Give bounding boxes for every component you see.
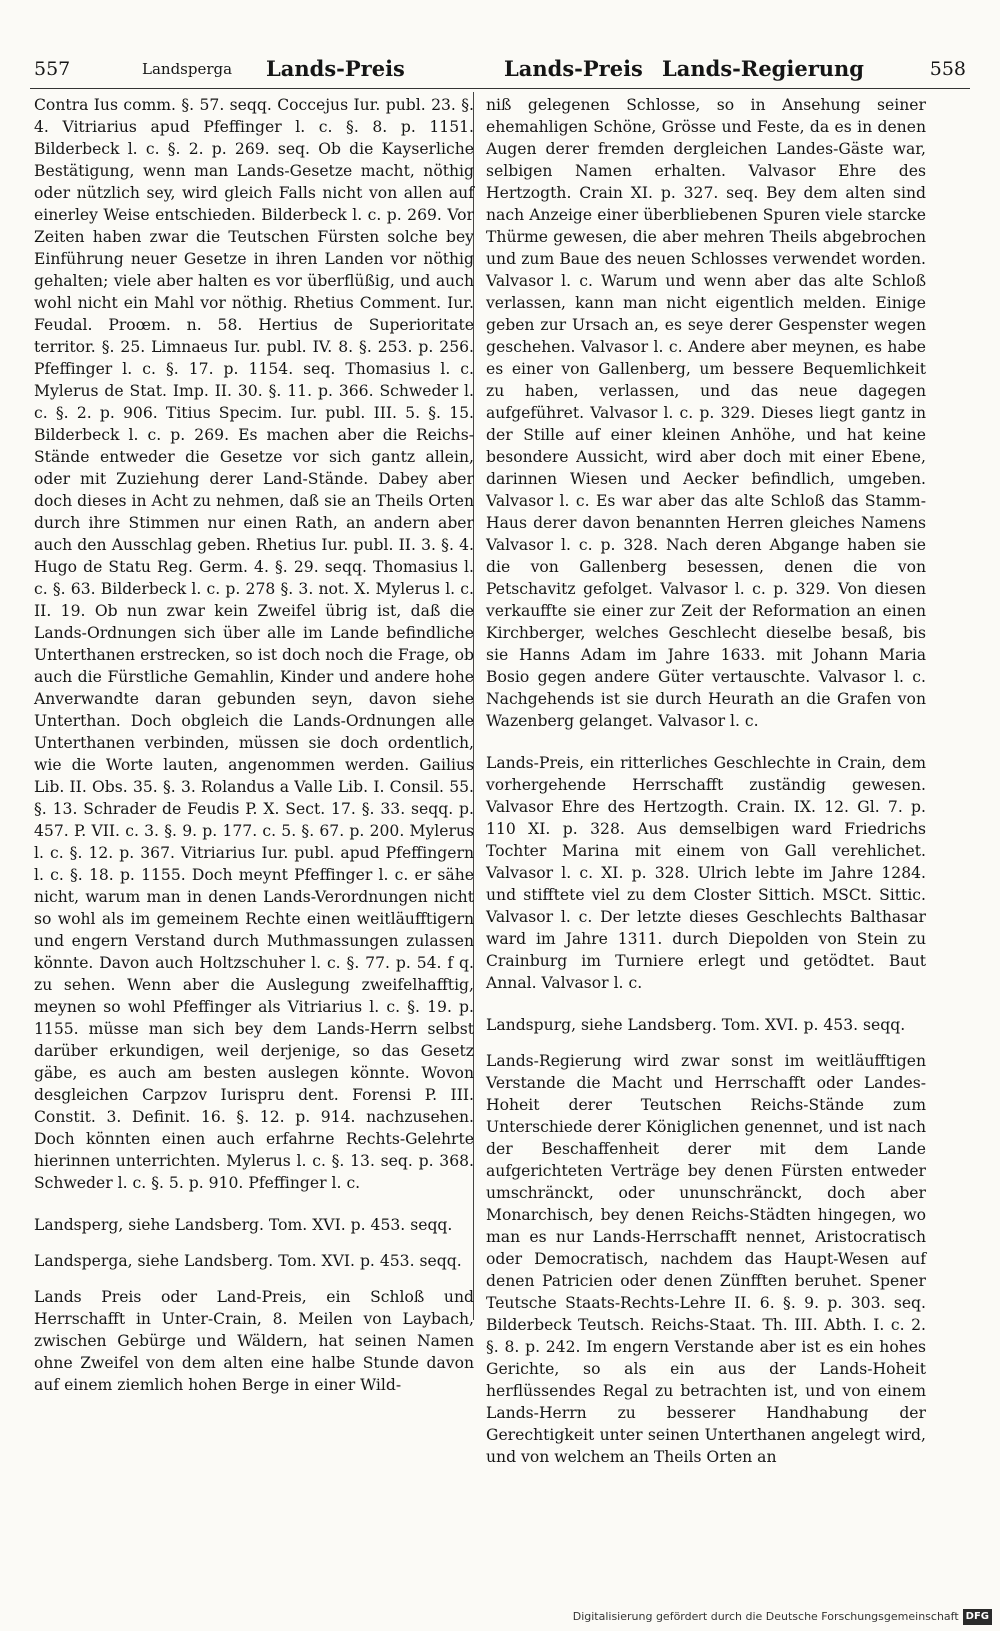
paragraph-lands-ordnung-continued: Contra Ius comm. §. 57. seqq. Coccejus Iur. publ. 23. §. 4. Vitriarius apud Pfeffinger l. c. §. 8. p. 1151. Bilderbeck l. c. §. 2. p. 269. seq. Ob die Kayserliche Bestätigung, wenn man Lands-Gesetze macht, nöthig oder nützlich sey, wird gleich Falls nicht von allen auf einerley Weise entschieden. Bilderbeck l. c. p. 269. Vor Zeiten haben zwar die Teutschen Fürsten solche bey Einführung neuer Gesetze in ihren Landen vor nöthig gehalten; viele aber halten es vor überflüßig, und auch wohl nicht ein Mahl vor nöthig. Rhetius Comment. Iur. Feudal. Proœm. n. 58. Hertius de Superioritate territor. §. 25. Limnaeus Iur. publ. IV. 8. §. 253. p. 256. Pfeffinger l. c. §. 17. p. 1154. seq. Thomasius l. c. Mylerus de Stat. Imp. II. 30. §. 11. p. 366. Schweder l. c. §. 2. p. 906. Titius Specim. Iur. publ. III. 5. §. 15. Bilderbeck l. c. p. 269. Es machen aber die Reichs-Stände entweder die Gesetze vor sich gantz allein, oder mit Zuziehung derer Land-Stände. Dabey aber doch dieses in Acht zu nehmen, daß sie an Theils Orten durch ihre Stimmen nur einen Rath, an andern aber auch den Ausschlag geben. Rhetius Iur. publ. II. 3. §. 4. Hugo de Statu Reg. Germ. 4. §. 29. seqq. Thomasius l. c. §. 63. Bilderbeck l. c. p. 278 §. 3. not. X. Mylerus l. c. II. 19. Ob nun zwar kein Zweifel übrig ist, daß die Lands-Ordnungen sich über alle im Lande befindliche Unterthanen erstrecken, so ist doch noch die Frage, ob auch die Fürstliche Gemahlin, Kinder und andere hohe Anverwandte daran gebunden seyn, davon siehe Unterthan. Doch obgleich die Lands-Ordnungen alle Unterthanen verbinden, müssen sie doch ordentlich, wie die Worte lauten, angenommen werden. Gailius Lib. II. Obs. 35. §. 3. Rolandus a Valle Lib. I. Consil. 55. §. 13. Schrader de Feudis P. X. Sect. 17. §. 33. seqq. p. 457. P. VII. c. 3. §. 9. p. 177. c. 5. §. 67. p. 200. Mylerus l. c. §. 12. p. 367. Vitriarius Iur. publ. apud Pfeffingern l. c. §. 18. p. 1155. Doch meynt Pfeffinger l. c. er sähe nicht, warum man in denen Lands-Verordnungen nicht so wohl als im gemeinem Rechte einen weitläufftigern und engern Verstand durch Muthmassungen zulassen könnte. Davon auch Holtzschuher l. c. §. 77. p. 54. f q. zu sehen. Wenn aber die Auslegung zweifelhafftig, meynen so wohl Pfeffinger als Vitriarius l. c. §. 19. p. 1155. müsse man sich bey dem Lands-Herrn selbst darüber erkundigen, weil derjenige, so das Gesetz gäbe, es auch am besten auslegen könnte. Wovon desgleichen Carpzov Iurispru dent. Forensi P. III. Constit. 3. Definit. 16. §. 12. p. 914. nachzusehen. Doch könnten einen auch erfahrne Rechts-Gelehrte hierinnen unterrichten. Mylerus l. c. §. 13. seq. p. 368. Schweder l. c. §. 5. p. 910. Pfeffinger l. c. xyxy=(34,96,474,1192)
right-column xyxy=(486,94,926,1468)
entry-landspurg: Landspurg, siehe Landsberg. Tom. XVI. p. 453. seqq. xyxy=(486,1016,906,1034)
entry-landsperga: Landsperga, siehe Landsberg. Tom. XVI. p. 453. seqq. xyxy=(34,1252,462,1270)
dfg-logo: DFG xyxy=(963,1609,992,1625)
entry-lands-preis-schloss: Lands Preis oder Land-Preis, ein Schloß und Herrschafft in Unter-Crain, 8. Meilen von Laybach, zwischen Gebürge und Wäldern, hat seinen Namen ohne Zweifel von dem alten eine halbe Stunde davon auf einem ziemlich hohen Berge in einer Wild- xyxy=(34,1288,474,1394)
headword-right-last: Lands-Regierung xyxy=(662,56,864,81)
running-header xyxy=(30,50,970,90)
headword-right-first: Lands-Preis xyxy=(504,56,643,81)
page-number-left: 557 xyxy=(34,58,71,80)
funding-note: Digitalisierung gefördert durch die Deutsche Forschungsgemeinschaft xyxy=(572,1610,959,1623)
entry-lands-preis-geschlecht: Lands-Preis, ein ritterliches Geschlechte in Crain, dem vorhergehende Herrschafft zuständig gewesen. Valvasor Ehre des Hertzogth. Crain. IX. 12. Gl. 7. p. 110 XI. p. 328. Aus demselbigen ward Friedrichs Tochter Marina mit einem von Gall verehlichet. Valvasor l. c. XI. p. 328. Ulrich lebte im Jahre 1284. und stifftete viel zu dem Closter Sittich. MSCt. Sittic. Valvasor l. c. Der letzte dieses Geschlechts Balthasar ward im Jahre 1311. durch Diepolden von Stein zu Crainburg im Turniere erlegt und getödtet. Baut Annal. Valvasor l. c. xyxy=(486,754,926,992)
headword-left: Lands-Preis xyxy=(266,56,405,81)
paragraph-lands-preis-continued: niß gelegenen Schlosse, so in Ansehung seiner ehemahligen Schöne, Grösse und Feste, da es in denen Augen derer fremden dergleichen Landes-Gäste war, selbigen Namen erhalten. Valvasor Ehre des Hertzogth. Crain XI. p. 327. seq. Bey dem alten sind nach Anzeige einer überbliebenen Spuren viele starcke Thürme gewesen, die aber mehren Theils abgebrochen und zum Baue des neuen Schlosses verwendet worden. Valvasor l. c. Warum und wenn aber das alte Schloß verlassen, kann man nicht eigentlich melden. Einige geben zur Ursach an, es seye derer Gespenster wegen geschehen. Valvasor l. c. Andere aber meynen, es habe es einer von Gallenberg, um bessere Bequemlichkeit zu haben, verlassen, und das neue dagegen aufgeführet. Valvasor l. c. p. 329. Dieses liegt gantz in der Stille auf einer kleinen Anhöhe, und hat keine besondere Aussicht, wird aber doch mit einer Ebene, darinnen Wiesen und Aecker befindlich, umgeben. Valvasor l. c. Es war aber das alte Schloß das Stamm-Haus derer davon benannten Herren gleiches Namens Valvasor l. c. p. 328. Nach deren Abgange haben sie die von Gallenberg besessen, denen die von Petschavitz gefolget. Valvasor l. c. p. 329. Von diesen verkauffte sie einer zur Zeit der Reformation an einen Kirchberger, welches Geschlecht dieselbe besaß, bis sie Hanns Adam im Jahre 1633. mit Johann Maria Bosio gegen andere Güter vertauschte. Valvasor l. c. Nachgehends ist sie durch Heurath an die Grafen von Wazenberg gelanget. Valvasor l. c. xyxy=(486,96,926,730)
entry-landsperg: Landsperg, siehe Landsberg. Tom. XVI. p. 453. seqq. xyxy=(34,1216,453,1234)
header-rule xyxy=(30,88,970,89)
catchword-left: Landsperga xyxy=(142,60,233,78)
left-column xyxy=(34,94,474,1396)
entry-lands-regierung: Lands-Regierung wird zwar sonst im weitläufftigen Verstande die Macht und Herrschafft oder Landes-Hoheit derer Teutschen Reichs-Stände zum Unterschiede derer Königlichen genennet, und ist nach der Beschaffenheit derer mit dem Lande aufgerichteten Verträge bey denen Fürsten entweder umschränckt, oder ununschränckt, doch aber Monarchisch, bey denen Reichs-Städten hingegen, wo man es nur Lands-Herrschafft nennet, Aristocratisch oder Democratisch, nachdem das Haupt-Wesen auf denen Patricien oder denen Zünfften beruhet. Spener Teutsche Staats-Rechts-Lehre II. 6. §. 9. p. 303. seq. Bilderbeck Teutsch. Reichs-Staat. Th. III. Abth. I. c. 2. §. 8. p. 242. Im engern Verstande aber ist es ein hohes Gerichte, so als ein aus der Lands-Hoheit herflüssendes Regal zu betrachten ist, und von einem Lands-Herrn zu besserer Handhabung der Gerechtigkeit unter seinen Unterthanen angelegt wird, und von welchem an Theils Orten an xyxy=(486,1052,926,1466)
digitization-credit xyxy=(573,1608,992,1626)
page-number-right: 558 xyxy=(929,58,966,80)
